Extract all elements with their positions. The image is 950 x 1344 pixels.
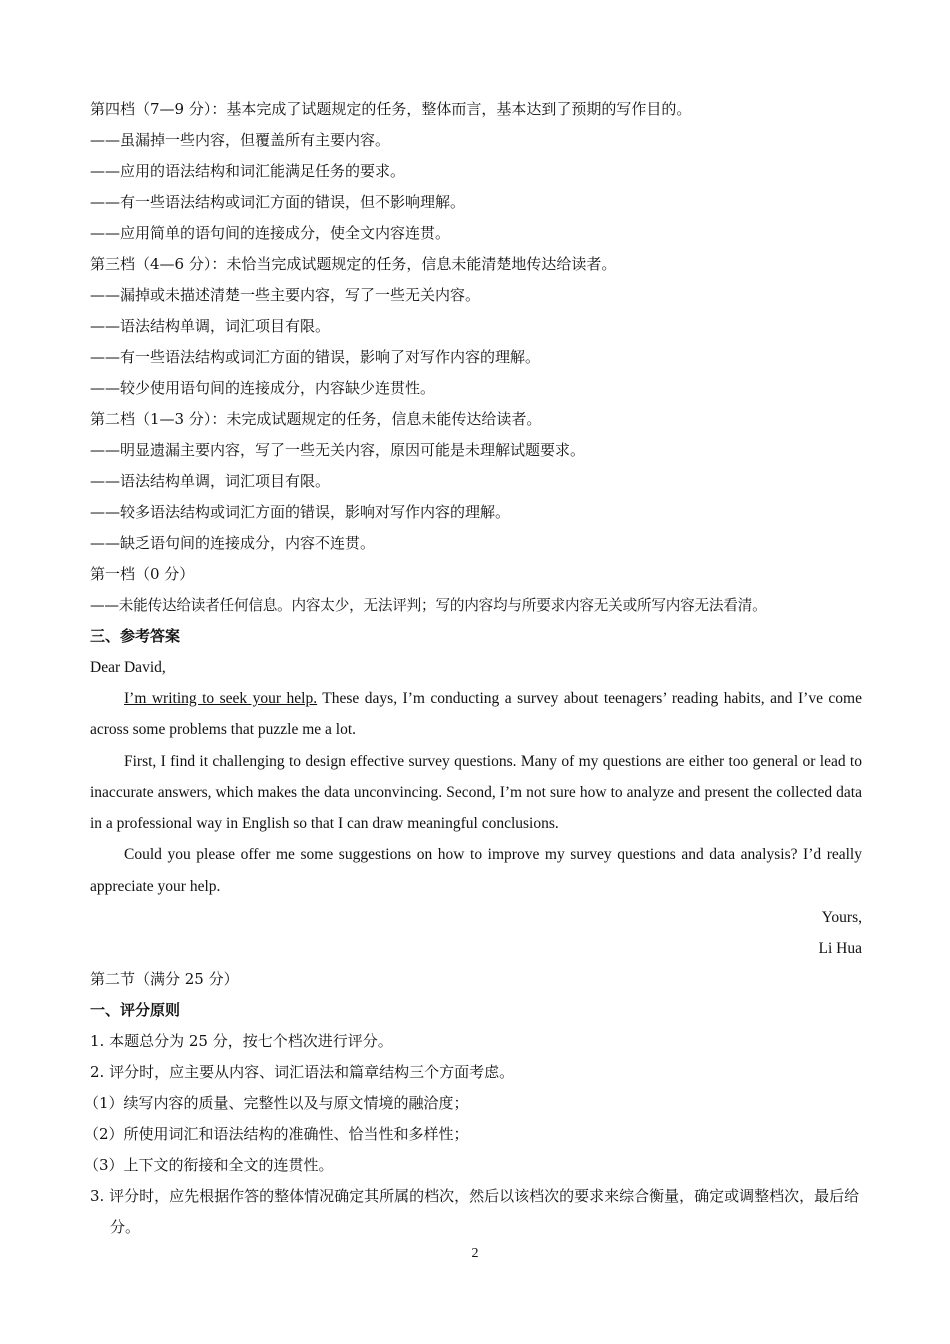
level3-item: ——语法结构单调，词汇项目有限。 bbox=[90, 317, 331, 335]
level1-title: 第一档（0 分） bbox=[90, 565, 195, 583]
level3-item: ——有一些语法结构或词汇方面的错误，影响了对写作内容的理解。 bbox=[90, 348, 541, 366]
level2-item: ——较多语法结构或词汇方面的错误，影响对写作内容的理解。 bbox=[90, 503, 511, 521]
level3-title: 第三档（4—6 分）：未恰当完成试题规定的任务，信息未能清楚地传达给读者。 bbox=[90, 255, 617, 273]
letter-underlined-sentence: I’m writing to seek your help. bbox=[124, 690, 318, 707]
level3-item: ——漏掉或未描述清楚一些主要内容，写了一些无关内容。 bbox=[90, 286, 481, 304]
section2-title: 第二节（满分 25 分） bbox=[90, 970, 239, 989]
answer-heading: 三、参考答案 bbox=[90, 627, 181, 645]
principles-heading: 一、评分原则 bbox=[90, 1001, 181, 1020]
letter-signature: Li Hua bbox=[818, 940, 862, 958]
level3-item: ——较少使用语句间的连接成分，内容缺少连贯性。 bbox=[90, 379, 436, 397]
letter-paragraph-2: First, I find it challenging to design effective survey questions. Many of my questions are either too general or lead to inaccurate answers, which makes the data unconvincing. Second, I’m not sure how to analyze and present the collected data in a professional way in English so that I can draw meaningful conclusions. bbox=[90, 752, 862, 833]
principle-item-3: 3. 评分时，应先根据作答的整体情况确定其所属的档次，然后以该档次的要求来综合衡量，确定或调整档次，最后给分。 bbox=[90, 1187, 860, 1237]
letter-paragraph-1 bbox=[90, 683, 862, 746]
document-page bbox=[84, 94, 862, 1243]
level1-item: ——未能传达给读者任何信息。内容太少，无法评判；写的内容均与所要求内容无关或所写内容无法看清。 bbox=[90, 597, 767, 614]
letter-paragraph-3: Could you please offer me some suggestions on how to improve my survey questions and data analysis? I’d really appreciate your help. bbox=[90, 846, 862, 895]
principle-subitem-3: （3）上下文的衔接和全文的连贯性。 bbox=[84, 1156, 334, 1175]
level4-item: ——应用的语法结构和词汇能满足任务的要求。 bbox=[90, 162, 406, 180]
level2-item: ——缺乏语句间的连接成分，内容不连贯。 bbox=[90, 534, 376, 552]
letter-greeting: Dear David, bbox=[90, 659, 166, 676]
level2-item: ——语法结构单调，词汇项目有限。 bbox=[90, 472, 331, 490]
principle-item-2: 2. 评分时，应主要从内容、词汇语法和篇章结构三个方面考虑。 bbox=[90, 1063, 515, 1082]
principle-subitem-2: （2）所使用词汇和语法结构的准确性、恰当性和多样性； bbox=[84, 1125, 469, 1144]
level4-item: ——有一些语法结构或词汇方面的错误，但不影响理解。 bbox=[90, 193, 466, 211]
principle-item-1: 1. 本题总分为 25 分，按七个档次进行评分。 bbox=[90, 1032, 393, 1051]
level4-item: ——应用简单的语句间的连接成分，使全文内容连贯。 bbox=[90, 224, 451, 242]
letter-paragraph-1-rest: These days, I’m conducting a survey about teenagers’ reading habits, and I’ve come across some problems that puzzle me a lot. bbox=[90, 690, 862, 739]
letter-closing: Yours, bbox=[821, 909, 862, 927]
level4-title: 第四档（7—9 分）：基本完成了试题规定的任务，整体而言，基本达到了预期的写作目的。 bbox=[90, 100, 692, 118]
level2-title: 第二档（1—3 分）：未完成试题规定的任务，信息未能传达给读者。 bbox=[90, 410, 542, 428]
level2-item: ——明显遗漏主要内容，写了一些无关内容，原因可能是未理解试题要求。 bbox=[90, 441, 586, 459]
page-number: 2 bbox=[471, 1246, 479, 1261]
principle-subitem-1: （1）续写内容的质量、完整性以及与原文情境的融洽度； bbox=[84, 1094, 469, 1113]
level4-item: ——虽漏掉一些内容，但覆盖所有主要内容。 bbox=[90, 131, 391, 149]
